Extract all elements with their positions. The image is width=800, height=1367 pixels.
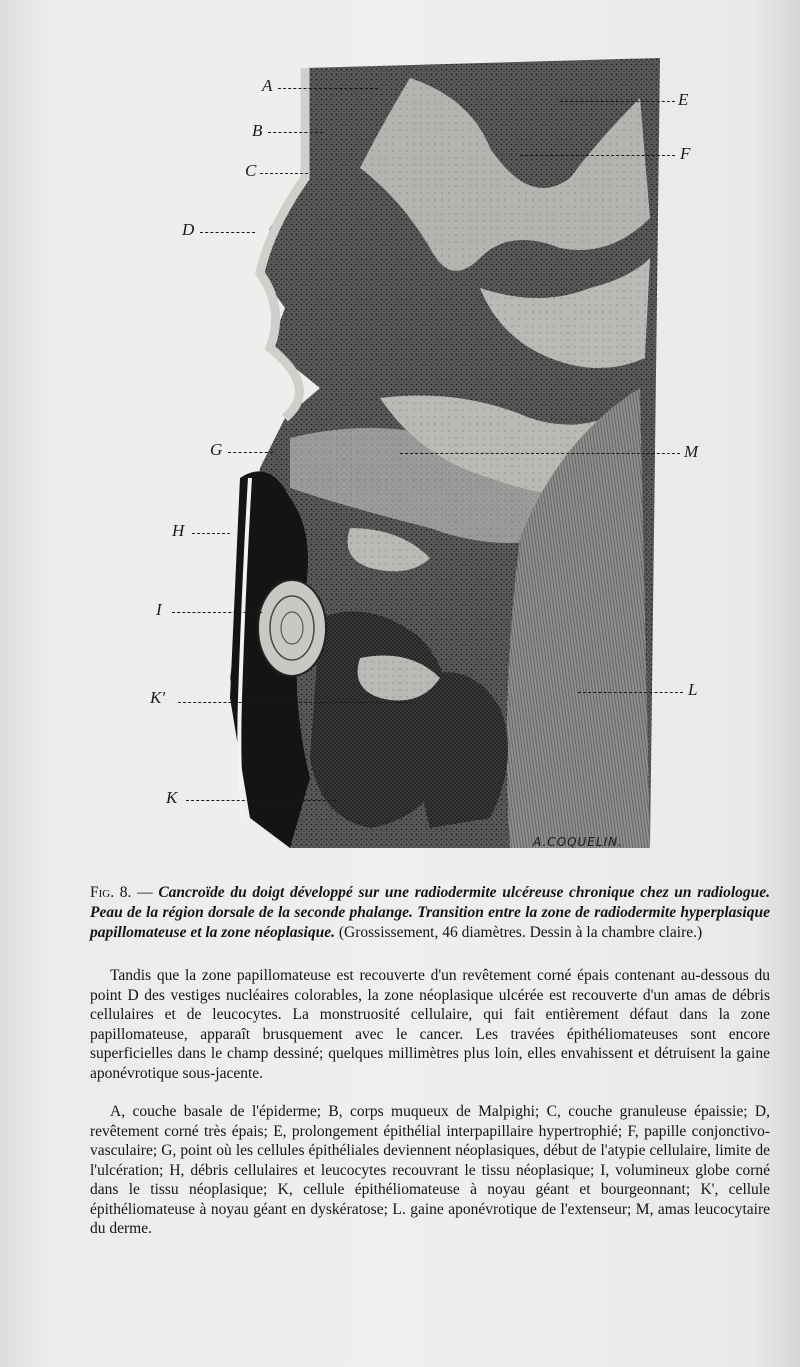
caption-title: Cancroïde du doigt développé sur une radiodermite ulcéreuse chronique chez un radiologue. Peau de la région dorsale de la seconde phalange. Transition entre la zone de radiodermite hyperplasique papillomateuse et la zone néoplasique. [90, 884, 771, 941]
figure-label-f: F [680, 144, 691, 163]
legend-paragraph: A, couche basale de l'épiderme; B, corps muqueux de Malpighi; C, couche granuleuse épaissie; D, revêtement corné très épais; E, prolongement épithélial interpapillaire hypertrophié; F, papille conjonctivo-vasculaire; G, point où les cellules épithéliales deviennent néoplasiques, début de l'atypie cellulaire, limite de l'ulcération; H, débris cellulaires et leucocytes recouvrant le tissu néoplasique; I, volumineux globe corné dans le tissu néoplasique; K, cellule épithéliomateuse à noyau géant et bourgeonnant; K', cellule épithéliomateuse à noyau géant en dyskératose; L. gaine aponévrotique de l'extenseur; M, amas leucocytaire du derme. [90, 1103, 770, 1237]
leader-line-h [192, 533, 230, 534]
figure-label-c: C [245, 161, 257, 180]
leader-line-m [400, 453, 680, 454]
caption-dash: — [131, 884, 159, 901]
figure-label-h: H [172, 521, 185, 540]
caption-detail: (Grossissement, 46 diamètres. Dessin à la chambre claire.) [335, 924, 703, 941]
figure-label-a: A [262, 76, 273, 95]
leader-line-c [260, 173, 308, 174]
leader-line-k-prime [178, 702, 408, 703]
figure-label-m: M [684, 442, 699, 461]
figure-label-d: D [182, 220, 195, 239]
figure-number: Fig. 8. [90, 884, 132, 901]
artist-signature: A.COQUELIN. [533, 835, 623, 849]
leader-line-f [520, 155, 675, 156]
figure-label-k: K [166, 788, 178, 807]
leader-line-i [172, 612, 262, 613]
leader-line-e [560, 101, 675, 102]
leader-line-g [228, 452, 273, 453]
body-paragraph-1: Tandis que la zone papillomateuse est recouverte d'un revêtement corné épais contenant au-dessous du point D des vestiges nucléaires colorables, la zone néoplasique ulcérée est recouverte d'un amas de débris cellulaires et de leucocytes. La monstruosité cellulaire, qui fait entièrement défaut dans la zone papillomateuse, apparaît brusquement avec le cancer. Les travées épithéliomateuses sont encore superficielles dans le champ dessiné; quelques millimètres plus loin, elles envahissent et détruisent la gaine aponévrotique sous-jacente. [90, 967, 770, 1082]
figure-label-k-prime: K' [150, 688, 165, 707]
figure-label-g: G [210, 440, 223, 459]
figure-label-l: L [688, 680, 698, 699]
leader-line-a [278, 88, 378, 89]
figure-label-e: E [678, 90, 689, 109]
leader-line-k [186, 800, 336, 801]
leader-line-l [578, 692, 683, 693]
figure-label-b: B [252, 121, 263, 140]
figure-label-i: I [156, 600, 162, 619]
leader-line-d [200, 232, 255, 233]
figure-caption [90, 883, 770, 943]
leader-line-b [268, 132, 323, 133]
